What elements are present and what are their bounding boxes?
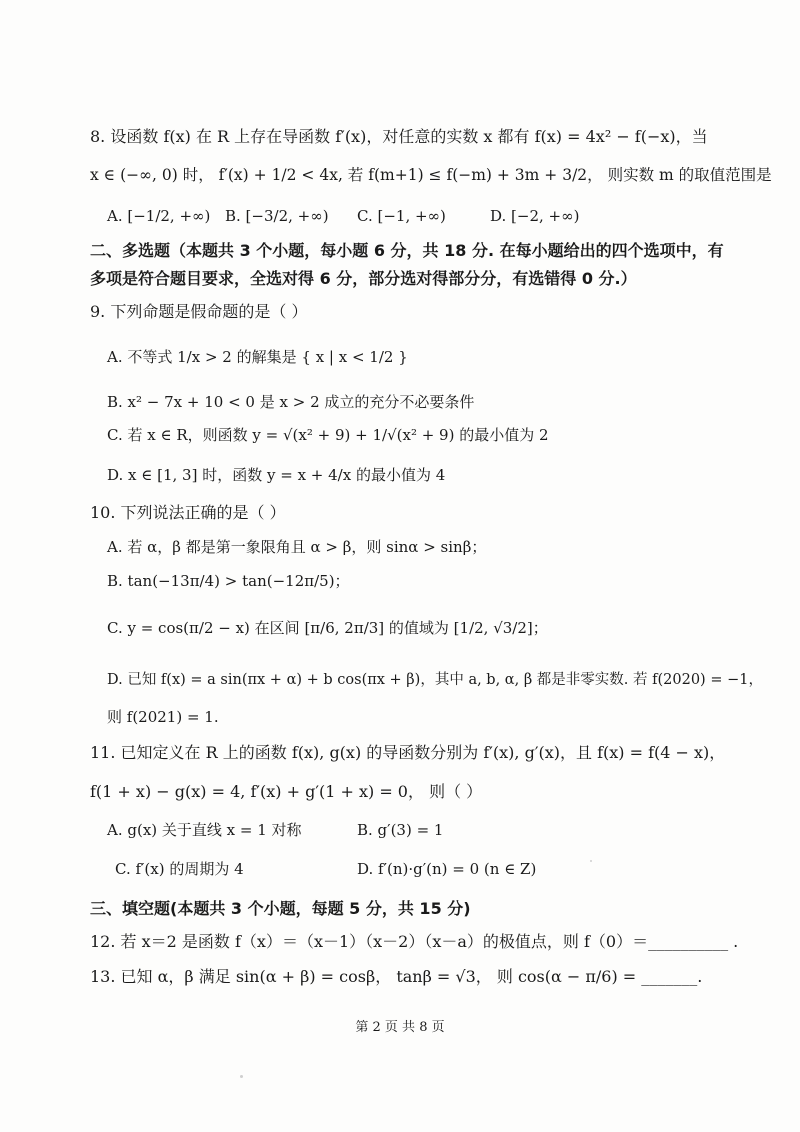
q10-option-c: C. y = cos(π/2 − x) 在区间 [π/6, 2π/3] 的值域为 [1/2, √3/2]； [107,619,548,637]
q10-option-b: B. tan(−13π/4) > tan(−12π/5)； [107,572,350,590]
q11-stem-line1: 11. 已知定义在 R 上的函数 f(x), g(x) 的导函数分别为 f′(x), g′(x)，且 f(x) = f(4 − x)， [90,743,726,762]
q8-line1: 8. 设函数 f(x) 在 R 上存在导函数 f′(x)，对任意的实数 x 都有 f(x) = 4x² − f(−x)，当 [90,127,708,146]
q8-option-a: A. [−1/2, +∞) [107,207,211,225]
q11-option-b: B. g′(3) = 1 [357,821,444,839]
q10-option-d-line2: 则 f(2021) = 1. [107,708,219,726]
q11-option-a: A. g(x) 关于直线 x = 1 对称 [107,821,302,839]
q13: 13. 已知 α，β 满足 sin(α + β) = cosβ， tanβ = √3， 则 cos(α − π/6) = _______. [90,967,703,986]
q9-option-a: A. 不等式 1/x > 2 的解集是 { x | x < 1/2 } [107,348,408,366]
scan-speck [590,860,592,862]
q10-option-d-line1: D. 已知 f(x) = a sin(πx + α) + b cos(πx + β)，其中 a, b, α, β 都是非零实数. 若 f(2020) = −1， [107,672,763,688]
q9-option-d: D. x ∈ [1, 3] 时，函数 y = x + 4/x 的最小值为 4 [107,466,446,484]
q8-option-b: B. [−3/2, +∞) [225,207,329,225]
section2-header-line2: 多项是符合题目要求，全选对得 6 分，部分选对得部分分，有选错得 0 分.） [90,269,637,288]
scan-speck [240,1075,243,1078]
q11-option-c: C. f′(x) 的周期为 4 [115,860,244,878]
q9-stem: 9. 下列命题是假命题的是（ ） [90,302,308,321]
section2-header-line1: 二、多选题（本题共 3 个小题，每小题 6 分，共 18 分. 在每小题给出的四个选项中，有 [90,241,724,260]
page-footer: 第 2 页 共 8 页 [355,1020,445,1035]
q9-option-c: C. 若 x ∈ R，则函数 y = √(x² + 9) + 1/√(x² + 9) 的最小值为 2 [107,426,549,444]
q8-option-d: D. [−2, +∞) [490,207,580,225]
q9-option-b: B. x² − 7x + 10 < 0 是 x > 2 成立的充分不必要条件 [107,393,475,411]
q8-line2: x ∈ (−∞, 0) 时， f′(x) + 1/2 < 4x, 若 f(m+1) ≤ f(−m) + 3m + 3/2， 则实数 m 的取值范围是 [90,166,772,184]
q12: 12. 若 x＝2 是函数 f（x）＝（x－1）（x－2）（x－a）的极值点，则 f（0）＝__________ . [90,932,739,951]
section3-header: 三、填空题(本题共 3 个小题，每题 5 分，共 15 分) [90,899,471,918]
q11-option-d: D. f′(n)·g′(n) = 0 (n ∈ Z) [357,860,537,878]
q10-option-a: A. 若 α，β 都是第一象限角且 α > β，则 sinα > sinβ； [107,538,487,556]
q11-stem-line2: f(1 + x) − g(x) = 4, f′(x) + g′(1 + x) = 0， 则（ ） [90,782,483,801]
q10-stem: 10. 下列说法正确的是（ ） [90,503,286,522]
q8-option-c: C. [−1, +∞) [357,207,446,225]
